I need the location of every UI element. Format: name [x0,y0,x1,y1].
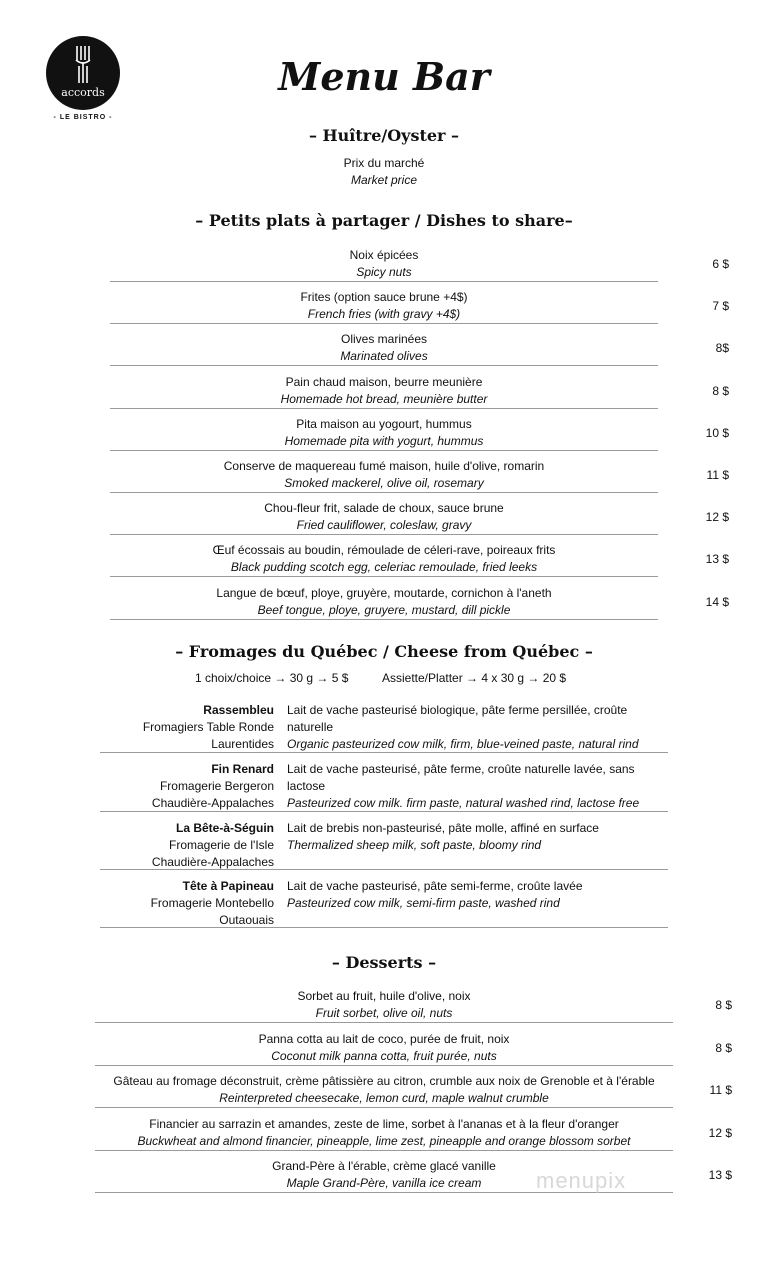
item-name-en: Fried cauliflower, coleslaw, gravy [296,518,472,533]
logo-subtitle: - LE BISTRO - [53,114,113,121]
page-title: Menu Bar [278,54,490,99]
cheese-desc-fr: Lait de vache pasteurisé, pâte semi-ferme, croûte lavée [287,879,583,893]
item-price: 12 $ [708,1125,732,1140]
share-heading: – Petits plats à partager / Dishes to share– [195,211,573,230]
share-item [110,247,658,282]
item-name-fr: Financier au sarrazin et amandes, zeste de lime, sorbet à l'ananas et à la fleur d'oranger [149,1116,619,1131]
oyster-note [0,155,768,189]
item-name-en: Marinated olives [340,349,428,364]
cheese-maker: Fromagerie de l'Isle [169,838,274,852]
dessert-item [95,1031,673,1066]
cheese-description [287,878,667,912]
item-name-en: Fruit sorbet, olive oil, nuts [315,1006,453,1020]
item-price: 11 $ [706,468,729,482]
share-item [110,542,658,577]
dessert-item [95,1116,673,1151]
item-name-en: Reinterpreted cheesecake, lemon curd, maple walnut crumble [219,1091,549,1105]
item-price: 14 $ [705,594,729,609]
cheese-desc-fr: Lait de vache pasteurisé biologique, pâte ferme persillée, croûte [287,703,628,717]
item-name-fr: Grand-Père à l'érable, crème glacé vanille [272,1159,496,1173]
cheese-region: Chaudière-Appalaches [151,796,274,810]
item-name-en: Coconut milk panna cotta, fruit purée, nuts [271,1048,497,1063]
cheese-producer [100,820,274,871]
cheese-name: La Bête-à-Séguin [175,821,274,835]
cheese-item [100,878,668,928]
desserts-heading: – Desserts – [331,953,437,972]
oyster-heading: – Huître/Oyster – [308,126,460,145]
item-price: 8$ [715,341,729,356]
cheese-producer [100,702,274,753]
item-price: 6 $ [712,257,729,271]
cheese-choice-single: 1 choix/choice → 30 g → 5 $ [195,671,349,685]
item-name-en: Black pudding scotch egg, celeriac remoulade, fried leeks [230,560,538,575]
item-price: 12 $ [705,510,729,525]
cheese-region: Laurentides [211,737,274,751]
share-item [110,458,658,493]
item-name-fr: Chou-fleur frit, salade de choux, sauce brune [264,501,504,516]
cheese-choice-platter: Assiette/Platter → 4 x 30 g → 20 $ [382,671,567,685]
share-item [110,500,658,535]
dessert-item [95,988,673,1023]
item-name-en: French fries (with gravy +4$) [307,307,461,322]
cheese-region: Outaouais [219,913,274,927]
item-name-fr: Sorbet au fruit, huile d'olive, noix [297,989,471,1003]
share-item [110,374,658,409]
cheese-name: Fin Renard [211,762,274,776]
item-name-en: Homemade pita with yogurt, hummus [284,433,484,448]
cheese-item [100,702,668,753]
cheese-desc-fr-cont: naturelle [287,720,334,734]
item-name-fr: Gâteau au fromage déconstruit, crème pâtissière au citron, crumble aux noix de Grenoble et à l'érable [113,1074,655,1088]
item-name-fr: Noix épicées [349,248,419,262]
cheese-desc-fr-cont: lactose [287,779,326,793]
cheese-desc-en: Pasteurized cow milk. firm paste, natural washed rind, lactose free [287,796,640,810]
item-price: 10 $ [705,425,729,440]
share-item [110,331,658,366]
cheese-maker: Fromagiers Table Ronde [142,720,274,734]
item-price: 8 $ [715,998,732,1012]
item-name-en: Maple Grand-Père, vanilla ice cream [286,1176,482,1190]
item-price: 8 $ [715,1040,732,1055]
item-price: 8 $ [712,383,729,398]
cheese-producer [100,761,274,812]
share-item [110,585,658,620]
dessert-item [95,1073,673,1108]
share-item [110,289,658,324]
cheese-producer [100,878,274,929]
item-price: 11 $ [709,1083,732,1097]
item-name-fr: Langue de bœuf, ploye, gruyère, moutarde, cornichon à l'aneth [216,585,552,600]
cheese-item [100,761,668,812]
logo-wordmark: accords [61,86,105,99]
cheese-maker: Fromagerie Montebello [150,896,274,910]
item-name-en: Smoked mackerel, olive oil, rosemary [284,476,484,490]
item-name-fr: Panna cotta au lait de coco, purée de fruit, noix [258,1031,510,1046]
item-price: 13 $ [708,1168,732,1182]
cheese-item [100,820,668,870]
cheese-desc-en: Pasteurized cow milk, semi-firm paste, washed rind [287,896,560,910]
item-name-en: Spicy nuts [356,265,412,279]
cheese-desc-en: Thermalized sheep milk, soft paste, bloomy rind [287,838,542,852]
item-name-fr: Pain chaud maison, beurre meunière [285,374,483,389]
cheese-desc-en: Organic pasteurized cow milk, firm, blue-veined paste, natural rind [287,737,639,751]
cheese-name: Rassembleu [203,703,274,717]
cheese-description [287,761,667,812]
cheese-desc-fr: Lait de vache pasteurisé, pâte ferme, croûte naturelle lavée, sans [287,762,635,776]
item-name-fr: Œuf écossais au boudin, rémoulade de céleri-rave, poireaux frits [212,543,556,558]
cheese-description [287,820,667,854]
cheese-region: Chaudière-Appalaches [151,855,274,869]
cheese-name: Tête à Papineau [182,879,274,893]
share-item [110,416,658,451]
cheese-desc-fr: Lait de brebis non-pasteurisé, pâte molle, affiné en surface [287,821,599,835]
item-name-fr: Frites (option sauce brune +4$) [300,290,468,305]
item-name-fr: Pita maison au yogourt, hummus [296,416,472,431]
item-name-fr: Conserve de maquereau fumé maison, huile d'olive, romarin [223,459,545,473]
cheese-heading: – Fromages du Québec / Cheese from Québec – [175,642,593,661]
cheese-maker: Fromagerie Bergeron [159,779,274,793]
item-price: 7 $ [712,299,729,314]
item-name-en: Beef tongue, ploye, gruyere, mustard, dill pickle [257,602,511,617]
oyster-price-en: Market price [350,173,418,187]
item-name-en: Homemade hot bread, meunière butter [280,391,488,406]
item-name-fr: Olives marinées [340,332,428,347]
cheese-description [287,702,667,753]
oyster-price-fr: Prix du marché [343,156,425,170]
item-price: 13 $ [705,552,729,567]
watermark-logo: menupix [536,1168,627,1193]
item-name-en: Buckwheat and almond financier, pineapple, lime zest, pineapple and orange blossom sorbet [137,1133,631,1148]
